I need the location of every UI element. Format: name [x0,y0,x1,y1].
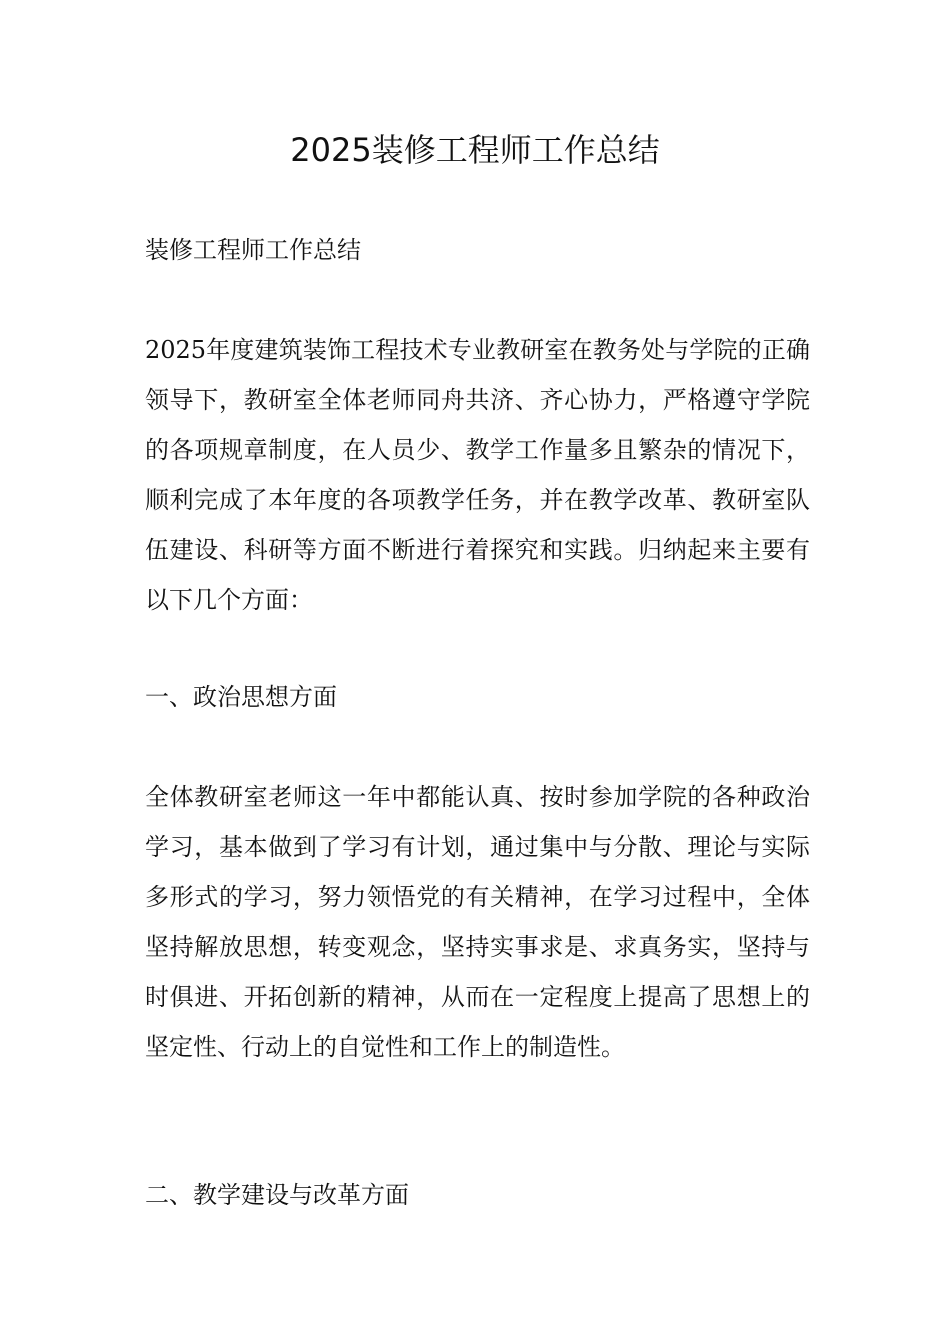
document-title: 2025装修工程师工作总结 [290,131,660,169]
section-heading-teaching: 二、教学建设与改革方面 [145,1181,409,1209]
intro-paragraph: 2025年度建筑装饰工程技术专业教研室在教务处与学院的正确领导下，教研室全体老师同舟共济、齐心协力，严格遵守学院的各项规章制度，在人员少、教学工作量多且繁杂的情况下，顺利完成了本年度的各项教学任务，并在教学改革、教研室队伍建设、科研等方面不断进行着探究和实践。归纳起来主要有以下几个方面： [145,336,810,614]
section-heading-politics: 一、政治思想方面 [145,683,337,711]
document-subtitle: 装修工程师工作总结 [145,236,361,264]
politics-paragraph: 全体教研室老师这一年中都能认真、按时参加学院的各种政治学习，基本做到了学习有计划，通过集中与分散、理论与实际多形式的学习，努力领悟党的有关精神，在学习过程中，全体坚持解放思想，转变观念，坚持实事求是、求真务实，坚持与时俱进、开拓创新的精神，从而在一定程度上提高了思想上的坚定性、行动上的自觉性和工作上的制造性。 [145,783,810,1061]
